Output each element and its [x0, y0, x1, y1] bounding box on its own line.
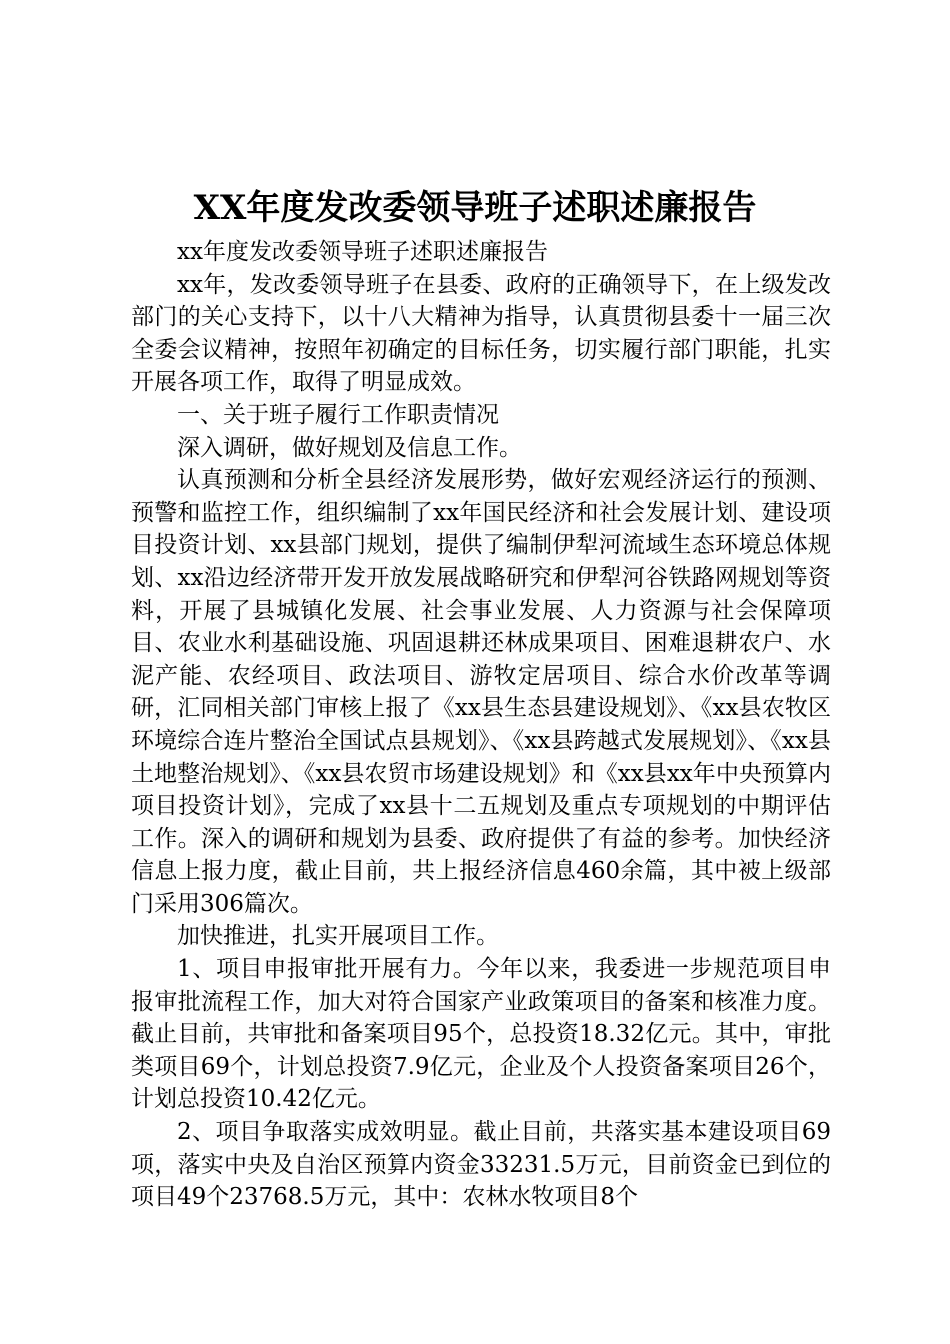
document-body: [131, 236, 831, 1214]
paragraph-intro: xx年，发改委领导班子在县委、政府的正确领导下，在上级发改部门的关心支持下，以十八大精神为指导，认真贯彻县委十一届三次全委会议精神，按照年初确定的目标任务，切实履行部门职能，扎实开展各项工作，取得了明显成效。: [131, 271, 831, 396]
subsection-heading: 加快推进，扎实开展项目工作。: [177, 923, 499, 950]
section-heading: 一、关于班子履行工作职责情况: [177, 401, 499, 428]
paragraph-subtitle: xx年度发改委领导班子述职述廉报告: [177, 239, 548, 265]
document-title: XX年度发改委领导班子述职述廉报告: [193, 188, 757, 228]
paragraph-research: 认真预测和分析全县经济发展形势，做好宏观经济运行的预测、预警和监控工作，组织编制了xx年国民经济和社会发展计划、建设项目投资计划、xx县部门规划，提供了编制伊犁河流域生态环境总体规划、xx沿边经济带开发开放发展战略研究和伊犁河谷铁路网规划等资料，开展了县城镇化发展、社会事业发展、人力资源与社会保障项目、农业水利基础设施、巩固退耕还林成果项目、困难退耕农户、水泥产能、农经项目、政法项目、游牧定居项目、综合水价改革等调研，汇同相关部门审核上报了《xx县生态县建设规划》、《xx县农牧区环境综合连片整治全国试点县规划》、《xx县跨越式发展规划》、《xx县土地整治规划》、《xx县农贸市场建设规划》和《xx县xx年中央预算内项目投资计划》，完成了xx县十二五规划及重点专项规划的中期评估工作。深入的调研和规划为县委、政府提供了有益的参考。加快经济信息上报力度，截止目前，共上报经济信息460余篇，其中被上级部门采用306篇次。: [131, 467, 831, 917]
paragraph-project-approval: 1、项目申报审批开展有力。今年以来，我委进一步规范项目申报审批流程工作，加大对符合国家产业政策项目的备案和核准力度。截止目前，共审批和备案项目95个，总投资18.32亿元。其中，审批类项目69个，计划总投资7.9亿元，企业及个人投资备案项目26个，计划总投资10.42亿元。: [131, 956, 831, 1113]
subsection-heading: 深入调研，做好规划及信息工作。: [177, 434, 522, 461]
paragraph-project-funding: 2、项目争取落实成效明显。截止目前，共落实基本建设项目69项，落实中央及自治区预算内资金33231.5万元，目前资金已到位的项目49个23768.5万元，其中：农林水牧项目8个: [131, 1119, 831, 1211]
